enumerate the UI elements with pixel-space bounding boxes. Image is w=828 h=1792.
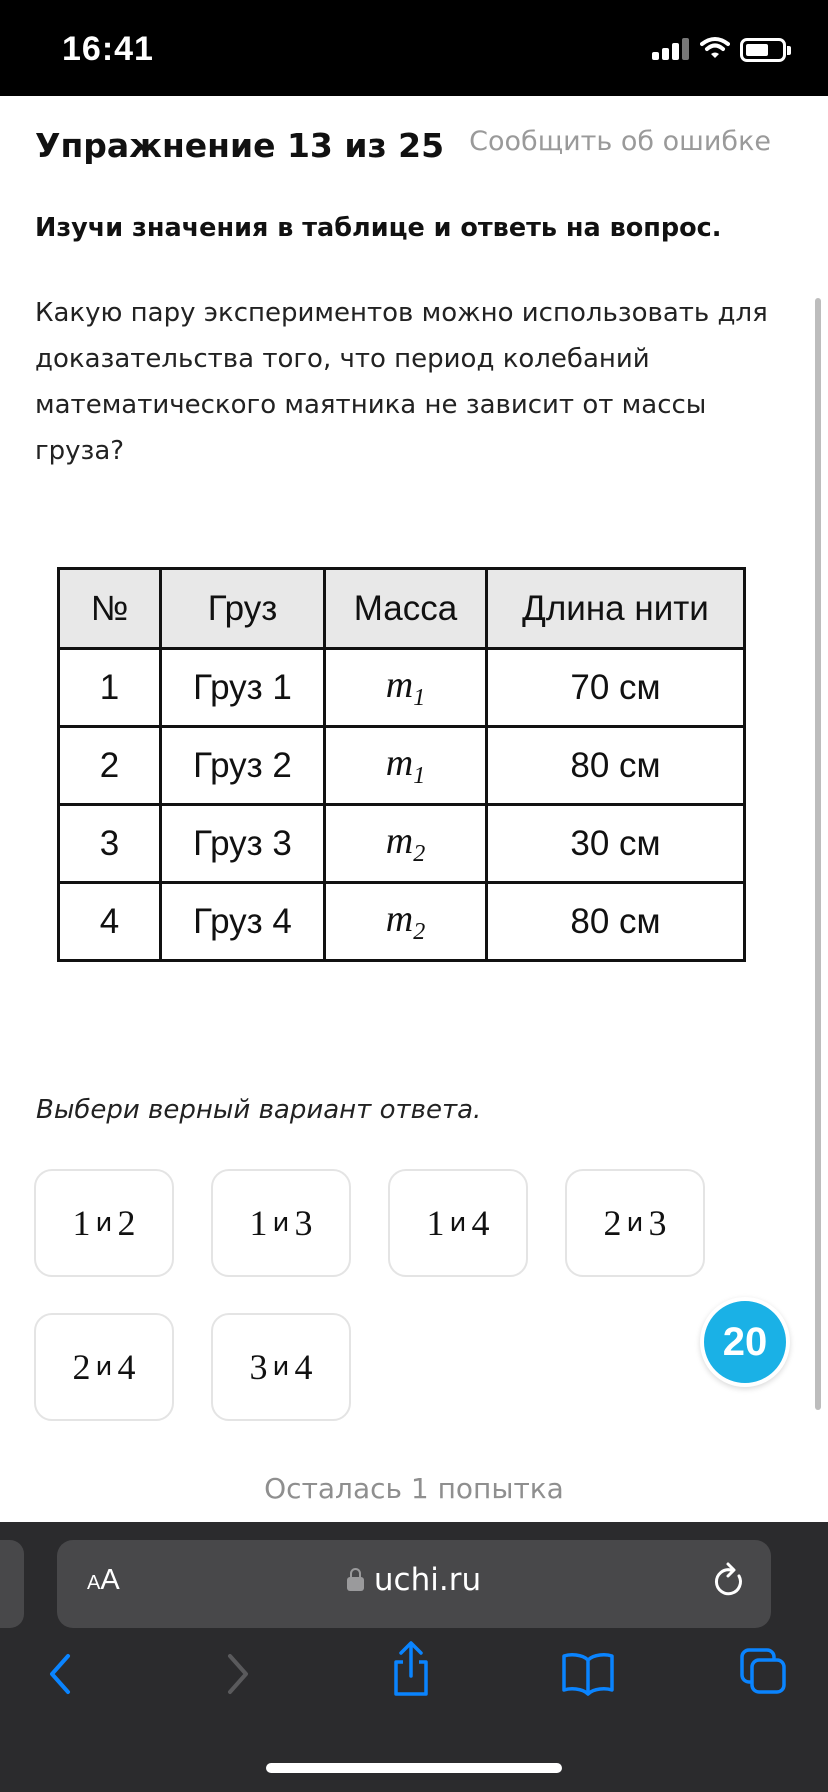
table-row	[59, 649, 745, 727]
share-icon[interactable]	[388, 1640, 434, 1700]
address-bar[interactable]	[57, 1540, 771, 1628]
forward-icon[interactable]	[218, 1648, 258, 1700]
cell-length: 30 см	[487, 805, 745, 883]
table-row	[59, 805, 745, 883]
scrollbar[interactable]	[815, 298, 821, 1410]
bookmarks-icon[interactable]	[560, 1650, 616, 1698]
cell-mass: $m_2$	[325, 883, 487, 961]
previous-tab-peek[interactable]	[0, 1540, 24, 1628]
cell-mass: $m_1$	[325, 649, 487, 727]
status-time: 16:41	[62, 30, 154, 68]
home-indicator	[266, 1763, 562, 1773]
answer-option-1-3[interactable]: 1 и 3	[211, 1169, 351, 1277]
table-row	[59, 883, 745, 961]
wifi-icon	[700, 36, 730, 60]
cell-number: 2	[59, 727, 161, 805]
answer-option-1-2[interactable]: 1 и 2	[34, 1169, 174, 1277]
column-header-load: Груз	[161, 569, 325, 649]
answer-option-3-4[interactable]: 3 и 4	[211, 1313, 351, 1421]
back-icon[interactable]	[40, 1648, 80, 1700]
cell-load: Груз 1	[161, 649, 325, 727]
experiment-table	[57, 567, 746, 962]
text-size-button[interactable]: AA	[87, 1564, 120, 1596]
url-display[interactable]	[57, 1562, 771, 1598]
instruction-text: Изучи значения в таблице и ответь на вопрос.	[35, 213, 722, 243]
cell-load: Груз 2	[161, 727, 325, 805]
cell-load: Груз 3	[161, 805, 325, 883]
url-text: uchi.ru	[373, 1562, 482, 1598]
status-bar	[0, 0, 828, 96]
table-row	[59, 727, 745, 805]
cell-length: 70 см	[487, 649, 745, 727]
browser-toolbar	[0, 1522, 828, 1792]
battery-icon	[740, 38, 786, 62]
lock-icon	[347, 1577, 364, 1591]
column-header-mass: Масса	[325, 569, 487, 649]
report-error-link[interactable]: Сообщить об ошибке	[469, 126, 771, 157]
attempts-remaining: Осталась 1 попытка	[264, 1472, 564, 1505]
cell-number: 4	[59, 883, 161, 961]
answer-option-1-4[interactable]: 1 и 4	[388, 1169, 528, 1277]
cell-load: Груз 4	[161, 883, 325, 961]
reload-icon[interactable]	[709, 1560, 749, 1604]
column-header-length: Длина нити	[487, 569, 745, 649]
answer-option-2-3[interactable]: 2 и 3	[565, 1169, 705, 1277]
cell-number: 1	[59, 649, 161, 727]
signal-icon	[652, 38, 692, 60]
exercise-title: Упражнение 13 из 25	[35, 126, 445, 165]
answer-option-2-4[interactable]: 2 и 4	[34, 1313, 174, 1421]
cell-length: 80 см	[487, 727, 745, 805]
cell-length: 80 см	[487, 883, 745, 961]
timer-badge: 20	[700, 1297, 790, 1387]
cell-mass: $m_2$	[325, 805, 487, 883]
cell-mass: $m_1$	[325, 727, 487, 805]
choose-answer-label: Выбери верный вариант ответа.	[36, 1095, 482, 1125]
question-text: Какую пару экспериментов можно использовать для доказательства того, что период колебаний математического маятника не зависит от массы груза?	[35, 298, 768, 466]
cell-number: 3	[59, 805, 161, 883]
tabs-icon[interactable]	[738, 1646, 790, 1698]
column-header-number: №	[59, 569, 161, 649]
table-header-row	[59, 569, 745, 649]
